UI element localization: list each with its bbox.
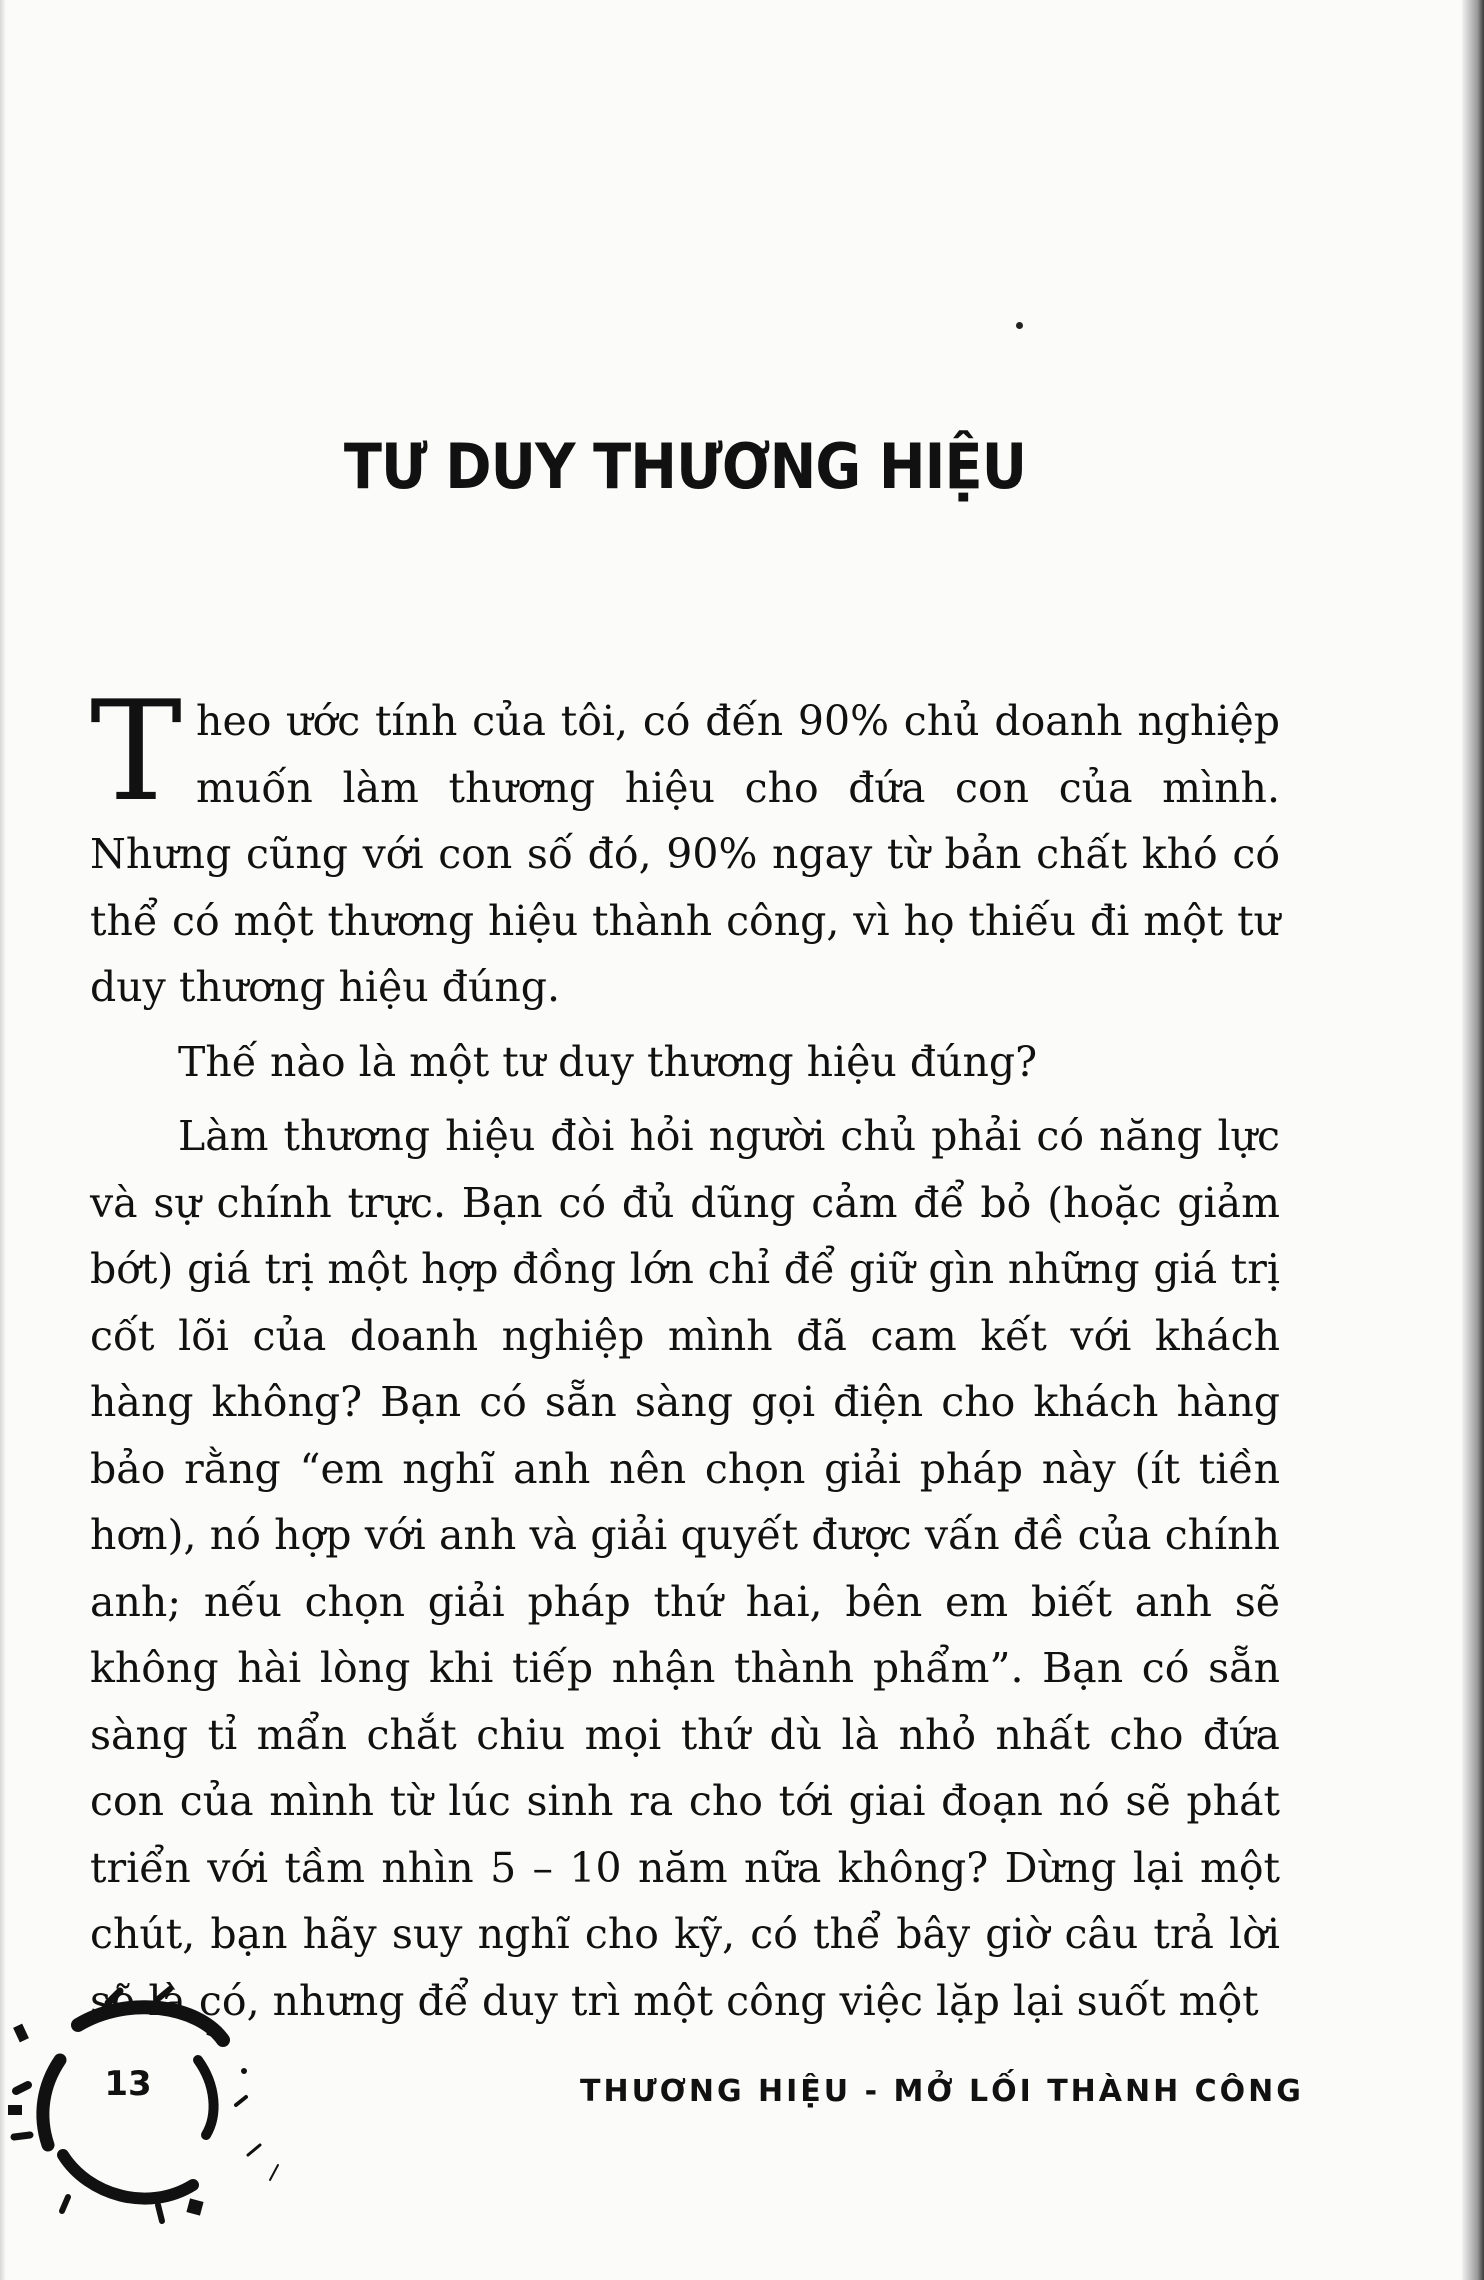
paragraph-2: Thế nào là một tư duy thương hiệu đúng? [178,1037,1038,1086]
page-number: 13 [104,2064,152,2104]
print-speck [1016,322,1023,329]
gear-ornament-icon [8,1985,288,2225]
paragraph-1-text: heo ước tính của tôi, có đến 90% chủ doanh nghiệp muốn làm thương hiệu cho đứa con của mình. Nhưng cũng với con số đó, 90% ngay từ bản chất khó có thể có một thương hiệu thành công, vì họ thiếu đi một tư duy thương hiệu đúng. [90,697,1280,1011]
page-gutter-shadow [0,0,6,2280]
page-edge-shadow [1462,0,1484,2280]
drop-cap: T [90,671,183,832]
chapter-title: TƯ DUY THƯƠNG HIỆU [343,430,1027,503]
paragraph-3: Làm thương hiệu đòi hỏi người chủ phải có năng lực và sự chính trực. Bạn có đủ dũng cảm để bỏ (hoặc giảm bớt) giá trị một hợp đồng lớn chỉ để giữ gìn những giá trị cốt lõi của doanh nghiệp mình đã cam kết với khách hàng không? Bạn có sẵn sàng gọi điện cho khách hàng bảo rằng “em nghĩ anh nên chọn giải pháp này (ít tiền hơn), nó hợp với anh và giải quyết được vấn đề của chính anh; nếu chọn giải pháp thứ hai, bên em biết anh sẽ không hài lòng khi tiếp nhận thành phẩm”. Bạn có sẵn sàng tỉ mẩn chắt chiu mọi thứ dù là nhỏ nhất cho đứa con của mình từ lúc sinh ra cho tới giai đoạn nó sẽ phát triển với tầm nhìn 5 – 10 năm nữa không? Dừng lại một chút, bạn hãy suy nghĩ cho kỹ, có thể bây giờ câu trả lời sẽ là có, nhưng để duy trì một công việc lặp lại suốt một [90,1112,1280,2025]
body-text [90,671,1280,2034]
paragraph-1 [90,671,1280,1021]
running-footer-title: THƯƠNG HIỆU - MỞ LỐI THÀNH CÔNG [580,2074,1304,2109]
